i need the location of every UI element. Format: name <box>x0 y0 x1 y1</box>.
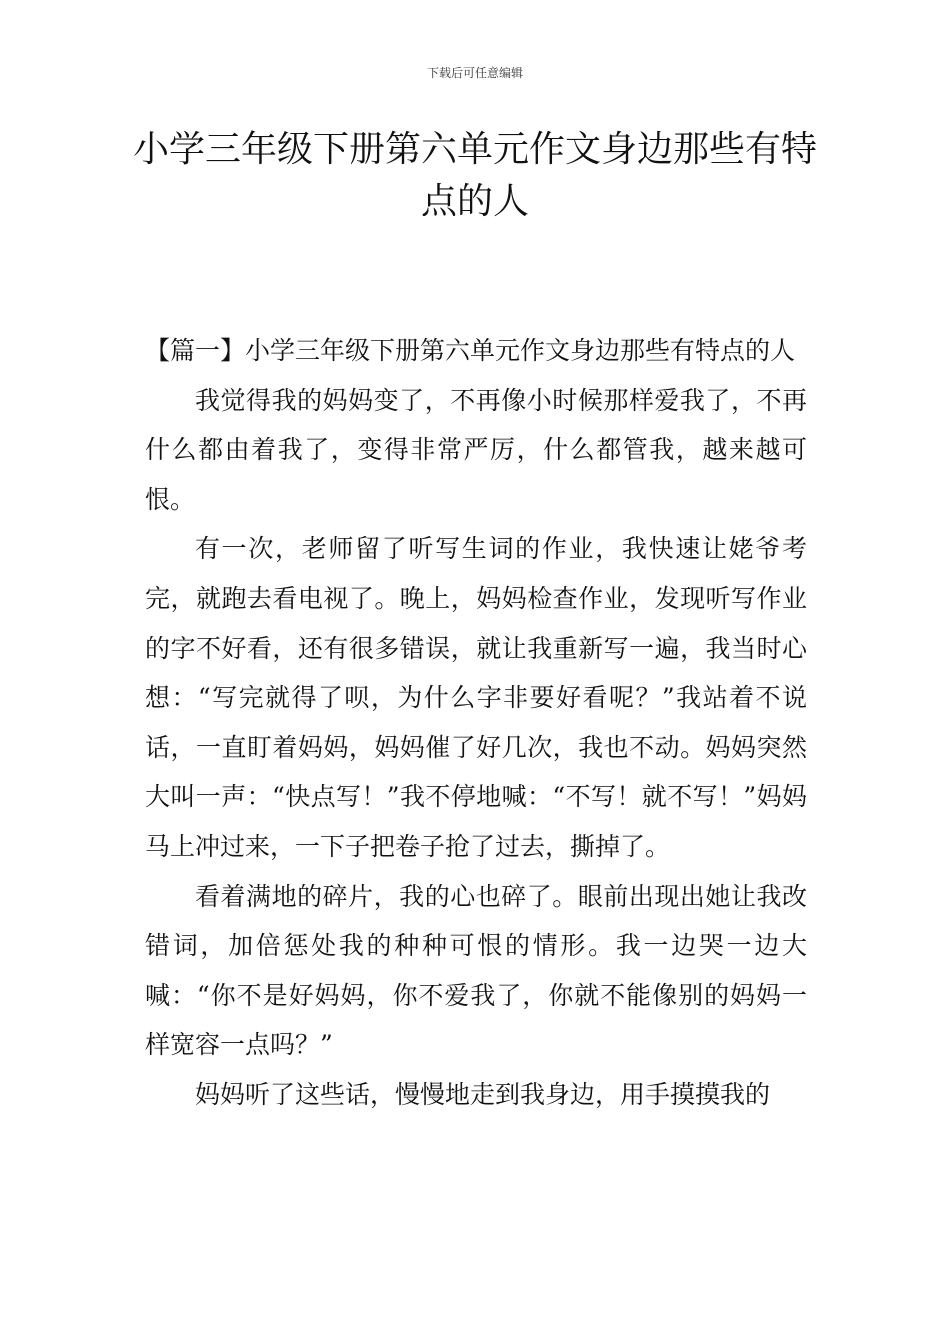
paragraph: 妈妈听了这些话，慢慢地走到我身边，用手摸摸我的 <box>195 1079 771 1109</box>
document-title: 小学三年级下册第六单元作文身边那些有特点的人 <box>132 129 817 222</box>
document-body <box>145 326 807 1120</box>
header-note: 下载后可任意编辑 <box>426 66 523 80</box>
paragraph: 我觉得我的妈妈变了，不再像小时候那样爱我了，不再什么都由着我了，变得非常严厉，什么都管我，越来越可恨。 <box>145 385 807 514</box>
paragraph: 看着满地的碎片，我的心也碎了。眼前出现出她让我改错词，加倍惩处我的种种可恨的情形。我一边哭一边大喊：“你不是好妈妈，你不爱我了，你就不能像别的妈妈一样宽容一点吗？” <box>145 881 807 1060</box>
paragraph: 有一次，老师留了听写生词的作业，我快速让姥爷考完，就跑去看电视了。晚上，妈妈检查作业，发现听写作业的字不好看，还有很多错误，就让我重新写一遍，我当时心想：“写完就得了呗，为什么字非要好看呢？”我站着不说话，一直盯着妈妈，妈妈催了好几次，我也不动。妈妈突然大叫一声：“快点写！”我不停地喊：“不写！就不写！”妈妈马上冲过来，一下子把卷子抢了过去，撕掉了。 <box>145 534 807 861</box>
section-heading: 【篇一】小学三年级下册第六单元作文身边那些有特点的人 <box>145 336 796 365</box>
